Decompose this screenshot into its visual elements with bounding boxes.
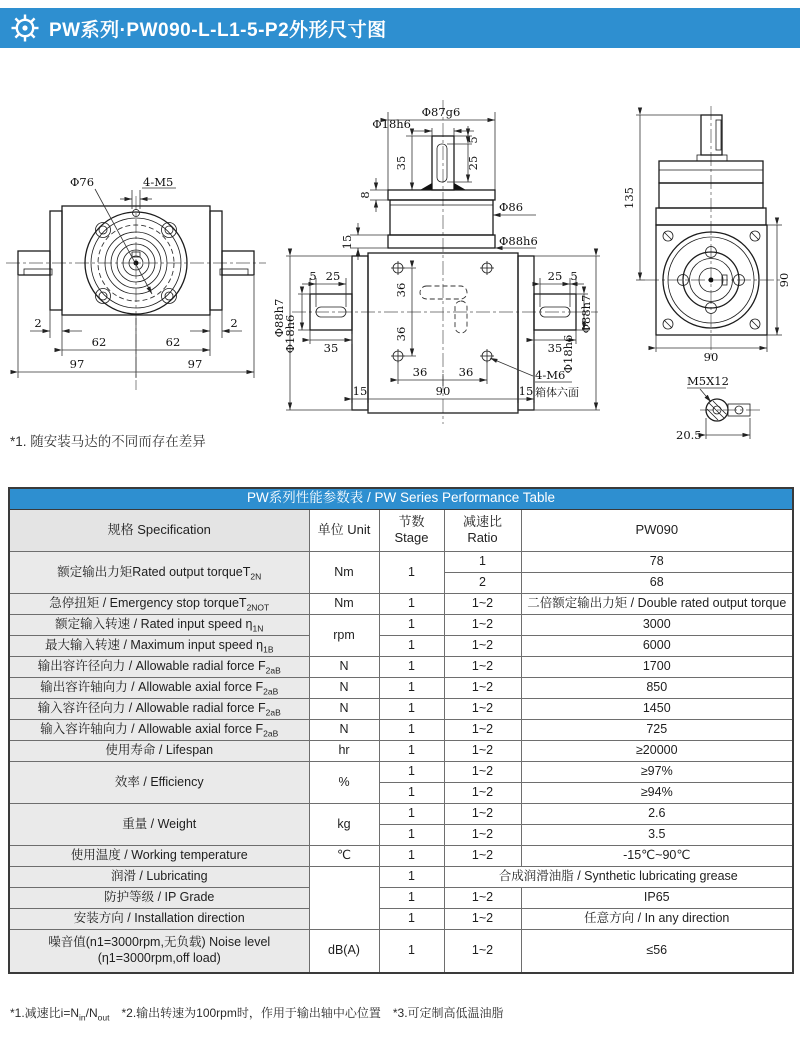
dim-label: Φ18h6 bbox=[372, 117, 411, 131]
dim-label: 90 bbox=[435, 384, 451, 398]
unit-cell: % bbox=[309, 762, 379, 804]
header-unit: 单位 Unit bbox=[309, 509, 379, 552]
value-cell: 2.6 bbox=[521, 804, 793, 825]
stage-cell: 1 bbox=[379, 594, 444, 615]
dim-label: Φ88h6 bbox=[499, 234, 538, 248]
table-row bbox=[9, 909, 793, 930]
spec-cell bbox=[9, 699, 309, 720]
dim-label: 62 bbox=[165, 335, 181, 349]
table-title-row bbox=[9, 488, 793, 509]
unit-cell: dB(A) bbox=[309, 930, 379, 974]
dim-label: 36 bbox=[394, 326, 408, 342]
dim-label: 35 bbox=[547, 341, 563, 355]
stage-cell: 1 bbox=[379, 867, 444, 888]
header-spec: 规格 Specification bbox=[9, 509, 309, 552]
gear-icon bbox=[10, 13, 40, 43]
value-cell: 725 bbox=[521, 720, 793, 741]
dim-label: 25 bbox=[547, 269, 563, 283]
dim-label: 5 bbox=[466, 136, 480, 144]
value-cell: 二倍额定输出力矩 / Double rated output torque bbox=[521, 594, 793, 615]
stage-cell: 1 bbox=[379, 825, 444, 846]
dim-label: 90 bbox=[777, 272, 791, 288]
dim-label: 8 bbox=[358, 191, 372, 199]
unit-cell bbox=[309, 867, 379, 930]
dim-label: 90 bbox=[703, 350, 719, 364]
dim-label: 97 bbox=[69, 357, 85, 371]
ratio-cell: 1~2 bbox=[444, 804, 521, 825]
dim-label: Φ18h6 bbox=[561, 334, 575, 374]
table-row bbox=[9, 699, 793, 720]
value-cell: 1450 bbox=[521, 699, 793, 720]
ratio-cell: 1~2 bbox=[444, 909, 521, 930]
table-row bbox=[9, 636, 793, 657]
ratio-cell: 1~2 bbox=[444, 741, 521, 762]
table-row bbox=[9, 867, 793, 888]
unit-cell: N bbox=[309, 720, 379, 741]
footnote-text: /N bbox=[85, 1006, 98, 1020]
unit-cell: Nm bbox=[309, 594, 379, 615]
stage-cell: 1 bbox=[379, 762, 444, 783]
dim-label: Φ76 bbox=[70, 175, 95, 189]
dim-label: Φ88h7 bbox=[579, 294, 593, 334]
spec-text: 额定输出力矩Rated output torqueT bbox=[57, 564, 251, 579]
header-bar bbox=[0, 8, 800, 48]
front-view bbox=[6, 175, 266, 390]
header-stage: 节数 Stage bbox=[379, 509, 444, 552]
dim-label: 97 bbox=[187, 357, 203, 371]
value-cell: 1700 bbox=[521, 657, 793, 678]
spec-cell: 重量 / Weight bbox=[9, 804, 309, 846]
spec-text: 输出容许径向力 / Allowable radial force F bbox=[37, 659, 266, 674]
footnote-subscript: in bbox=[79, 1012, 86, 1023]
table-header-row bbox=[9, 509, 793, 552]
unit-cell: hr bbox=[309, 741, 379, 762]
table-row bbox=[9, 888, 793, 909]
table-row bbox=[9, 846, 793, 867]
dim-label: 135 bbox=[622, 187, 636, 209]
spec-subscript: 1B bbox=[263, 644, 274, 655]
performance-table bbox=[8, 487, 794, 974]
value-cell: ≥20000 bbox=[521, 741, 793, 762]
spec-subscript: 2aB bbox=[263, 686, 279, 697]
ratio-cell: 1~2 bbox=[444, 720, 521, 741]
stage-cell: 1 bbox=[379, 552, 444, 594]
dim-label: 4-M6 bbox=[535, 368, 566, 382]
spec-cell: 润滑 / Lubricating bbox=[9, 867, 309, 888]
dim-label: 25 bbox=[466, 155, 480, 171]
spec-cell bbox=[9, 615, 309, 636]
unit-cell: kg bbox=[309, 804, 379, 846]
value-cell: 合成润滑油脂 / Synthetic lubricating grease bbox=[444, 867, 793, 888]
dim-label: 35 bbox=[323, 341, 339, 355]
value-cell: 3.5 bbox=[521, 825, 793, 846]
dim-label: 20.5 bbox=[676, 428, 702, 442]
table-row bbox=[9, 615, 793, 636]
ratio-cell: 1~2 bbox=[444, 699, 521, 720]
dim-label: 15 bbox=[340, 234, 354, 250]
spec-subscript: 2N bbox=[250, 571, 262, 582]
unit-cell: N bbox=[309, 699, 379, 720]
ratio-cell: 1~2 bbox=[444, 636, 521, 657]
unit-cell: ℃ bbox=[309, 846, 379, 867]
value-cell: 68 bbox=[521, 573, 793, 594]
spec-subscript: 1N bbox=[252, 623, 264, 634]
stage-cell: 1 bbox=[379, 909, 444, 930]
table-row bbox=[9, 804, 793, 825]
value-cell: 3000 bbox=[521, 615, 793, 636]
value-cell: 78 bbox=[521, 552, 793, 573]
spec-text: 噪音值(n1=3000rpm,无负载) Noise level bbox=[48, 935, 271, 950]
table-title: PW系列性能参数表 / PW Series Performance Table bbox=[9, 488, 793, 509]
dim-label: 15 bbox=[518, 384, 534, 398]
spec-text: 输出容许轴向力 / Allowable axial force F bbox=[40, 680, 264, 695]
spec-subscript: 2NOT bbox=[246, 602, 270, 613]
spec-cell: 使用寿命 / Lifespan bbox=[9, 741, 309, 762]
unit-cell: N bbox=[309, 657, 379, 678]
performance-table-wrap bbox=[8, 487, 794, 974]
stage-cell: 1 bbox=[379, 741, 444, 762]
dim-label: 15 bbox=[352, 384, 368, 398]
stage-cell: 1 bbox=[379, 636, 444, 657]
ratio-cell: 2 bbox=[444, 573, 521, 594]
ratio-cell: 1~2 bbox=[444, 783, 521, 804]
value-cell: IP65 bbox=[521, 888, 793, 909]
ratio-cell: 1~2 bbox=[444, 825, 521, 846]
dim-label: 箱体六面 bbox=[535, 386, 579, 399]
value-cell: ≥94% bbox=[521, 783, 793, 804]
dim-label: Φ18h6 bbox=[283, 314, 297, 354]
dim-label: 5 bbox=[309, 269, 317, 283]
spec-text: 最大输入转速 / Maximum input speed η bbox=[44, 638, 264, 653]
stage-cell: 1 bbox=[379, 699, 444, 720]
drawing-note: *1. 随安装马达的不同而存在差异 bbox=[10, 434, 206, 449]
unit-cell: rpm bbox=[309, 615, 379, 657]
dim-label: 36 bbox=[458, 365, 474, 379]
dim-label: 4-M5 bbox=[143, 175, 174, 189]
page-title: PW系列·PW090-L-L1-5-P2外形尺寸图 bbox=[49, 19, 387, 41]
dim-label: 62 bbox=[91, 335, 107, 349]
ratio-cell: 1~2 bbox=[444, 888, 521, 909]
header-ratio: 减速比 Ratio bbox=[444, 509, 521, 552]
dim-label: M5X12 bbox=[687, 374, 729, 388]
spec-cell bbox=[9, 552, 309, 594]
dim-label: 25 bbox=[325, 269, 341, 283]
value-cell: 任意方向 / In any direction bbox=[521, 909, 793, 930]
spec-cell: 防护等级 / IP Grade bbox=[9, 888, 309, 909]
stage-cell: 1 bbox=[379, 678, 444, 699]
ratio-cell: 1~2 bbox=[444, 594, 521, 615]
value-cell: 850 bbox=[521, 678, 793, 699]
stage-cell: 1 bbox=[379, 615, 444, 636]
stage-cell: 1 bbox=[379, 657, 444, 678]
stage-cell: 1 bbox=[379, 783, 444, 804]
spec-text: 输入容许轴向力 / Allowable axial force F bbox=[40, 722, 264, 737]
ratio-cell: 1~2 bbox=[444, 930, 521, 974]
table-row bbox=[9, 762, 793, 783]
value-cell: ≤56 bbox=[521, 930, 793, 974]
footnote-text: *1.减速比i=N bbox=[10, 1006, 80, 1020]
dim-label: 5 bbox=[570, 269, 578, 283]
table-row bbox=[9, 720, 793, 741]
dim-label: 36 bbox=[412, 365, 428, 379]
table-row bbox=[9, 930, 793, 974]
table-row bbox=[9, 594, 793, 615]
ratio-cell: 1~2 bbox=[444, 657, 521, 678]
spec-cell: 效率 / Efficiency bbox=[9, 762, 309, 804]
table-row bbox=[9, 678, 793, 699]
ratio-cell: 1~2 bbox=[444, 762, 521, 783]
drawing-canvas bbox=[0, 58, 800, 458]
spec-text: 急停扭矩 / Emergency stop torqueT bbox=[49, 596, 247, 611]
spec-subscript: 2aB bbox=[265, 665, 281, 676]
ratio-cell: 1 bbox=[444, 552, 521, 573]
dim-label: Φ88h7 bbox=[272, 298, 286, 338]
value-cell: 6000 bbox=[521, 636, 793, 657]
stage-cell: 1 bbox=[379, 804, 444, 825]
ratio-cell: 1~2 bbox=[444, 615, 521, 636]
dim-label: 2 bbox=[34, 316, 42, 330]
spec-subscript: 2aB bbox=[263, 728, 279, 739]
spec-text: 输入容许径向力 / Allowable radial force F bbox=[37, 701, 266, 716]
ratio-cell: 1~2 bbox=[444, 846, 521, 867]
spec-text-line2: (η1=3000rpm,off load) bbox=[97, 951, 221, 965]
footnote-text: *2.输出转速为100rpm时，作用于输出轴中心位置 *3.可定制高低温油脂 bbox=[109, 1006, 504, 1020]
spec-subscript: 2aB bbox=[265, 707, 281, 718]
dim-label: Φ87g6 bbox=[421, 105, 461, 119]
spec-cell: 使用温度 / Working temperature bbox=[9, 846, 309, 867]
spec-cell bbox=[9, 657, 309, 678]
stage-cell: 1 bbox=[379, 720, 444, 741]
spec-cell bbox=[9, 930, 309, 974]
spec-cell: 安装方向 / Installation direction bbox=[9, 909, 309, 930]
value-cell: -15℃~90℃ bbox=[521, 846, 793, 867]
spec-cell bbox=[9, 720, 309, 741]
table-row bbox=[9, 552, 793, 573]
spec-cell bbox=[9, 594, 309, 615]
stage-cell: 1 bbox=[379, 846, 444, 867]
table-row bbox=[9, 657, 793, 678]
dim-label: Φ86 bbox=[499, 200, 524, 214]
spec-text: 额定输入转速 / Rated input speed η bbox=[55, 617, 253, 632]
header-model: PW090 bbox=[521, 509, 793, 552]
end-view bbox=[622, 106, 791, 442]
spec-cell bbox=[9, 678, 309, 699]
unit-cell: Nm bbox=[309, 552, 379, 594]
unit-cell: N bbox=[309, 678, 379, 699]
dim-label: 35 bbox=[394, 155, 408, 171]
footnote bbox=[10, 1004, 504, 1021]
dim-label: 2 bbox=[230, 316, 238, 330]
table-row bbox=[9, 741, 793, 762]
side-view bbox=[272, 100, 600, 424]
footnote-subscript: out bbox=[97, 1012, 110, 1023]
dim-label: 36 bbox=[394, 282, 408, 298]
ratio-cell: 1~2 bbox=[444, 678, 521, 699]
stage-cell: 1 bbox=[379, 930, 444, 974]
spec-cell bbox=[9, 636, 309, 657]
stage-cell: 1 bbox=[379, 888, 444, 909]
value-cell: ≥97% bbox=[521, 762, 793, 783]
